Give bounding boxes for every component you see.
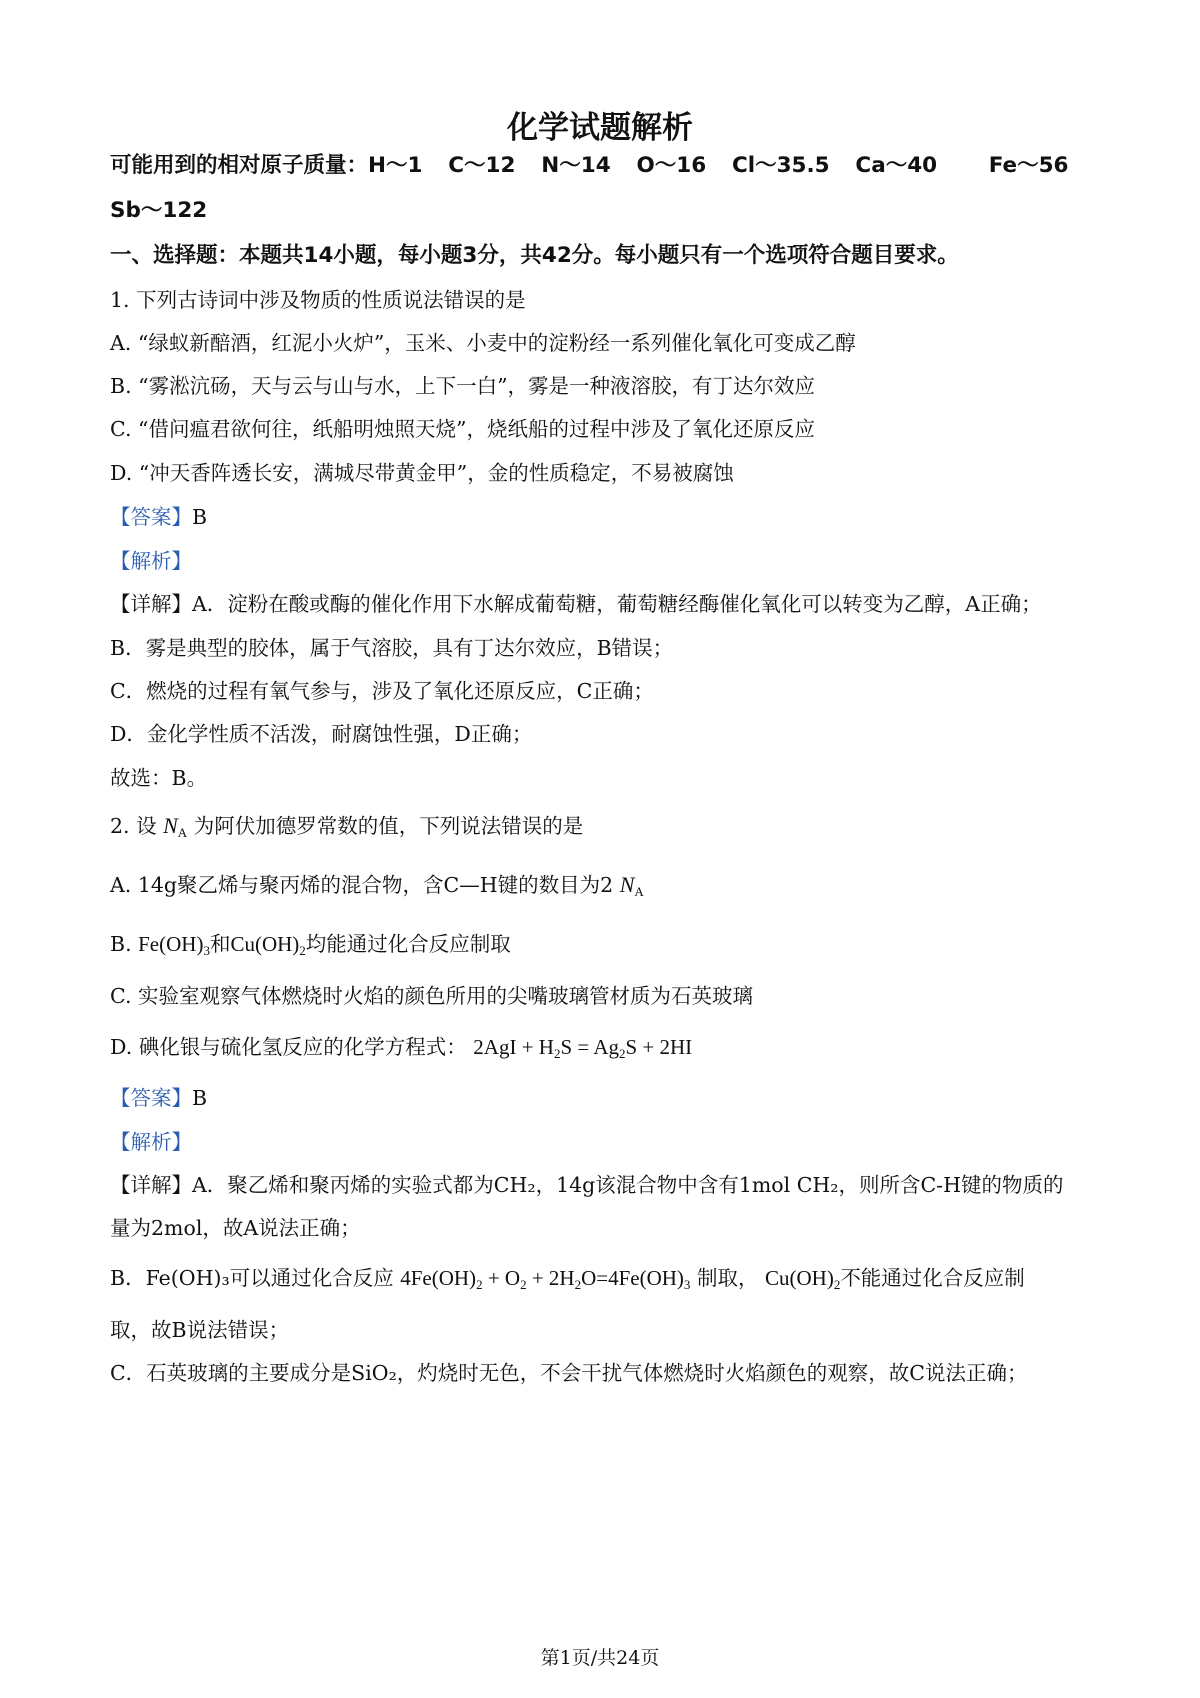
q2-detail-b-2: 取，故B说法错误；: [110, 1318, 290, 1342]
q1-detail-b: B．雾是典型的胶体，属于气溶胶，具有丁达尔效应，B错误；: [110, 636, 674, 660]
q1-answer: [110, 503, 207, 531]
atomic-mass-item: Fe～56: [988, 153, 1069, 178]
atomic-mass-item: H～1: [368, 153, 423, 178]
q1-conclusion: 故选：B。: [110, 766, 208, 790]
q2-detail-b-1: B．Fe(OH)₃可以通过化合反应 $4Fe(OH)_2 + O_2 + 2H_2O=4Fe(OH)_3$ 制取， $Cu(OH)_2$不能通过化合反应制: [110, 1266, 1025, 1292]
q2-detail-c: C．石英玻璃的主要成分是SiO₂，灼烧时无色，不会干扰气体燃烧时火焰颜色的观察，故C说法正确；: [110, 1361, 1028, 1385]
page-title: 化学试题解析: [507, 110, 693, 146]
q2-option-b: B. $Fe(OH)_3$和$Cu(OH)_2$均能通过化合反应制取: [110, 932, 511, 958]
formula-cu-oh-2: $Cu(OH)_2$: [764, 1266, 841, 1292]
equation-agi-h2s: $2AgI + H_2S = Ag_2S + 2HI$: [473, 1035, 693, 1061]
q2-detail-a-2: 量为2mol，故A说法正确；: [110, 1216, 361, 1240]
q1-option-c: C. “借问瘟君欲何往，纸船明烛照天烧”，烧纸船的过程中涉及了氧化还原反应: [110, 417, 815, 441]
atomic-mass-line-2: Sb～122: [110, 198, 208, 223]
q1-analysis-tag: 【解析】: [110, 549, 192, 573]
atomic-mass-item: Cl～35.5: [731, 153, 830, 178]
q2-analysis-tag: 【解析】: [110, 1130, 192, 1154]
answer-tag: 【答案】: [110, 1086, 192, 1110]
atomic-mass-item: C～12: [448, 153, 516, 178]
answer-value: B: [192, 505, 208, 529]
page-footer: 第1页/共24页: [540, 1647, 660, 1669]
atomic-mass-item: Ca～40: [855, 153, 938, 178]
avogadro-symbol: $N_A$: [619, 872, 644, 899]
formula-fe-oh-3: $Fe(OH)_3$: [138, 932, 210, 958]
q1-option-a: A. “绿蚁新醅酒，红泥小火炉”，玉米、小麦中的淀粉经一系列催化氧化可变成乙醇: [110, 331, 856, 355]
avogadro-symbol: $N_A$: [163, 813, 188, 840]
answer-value: B: [192, 1086, 208, 1110]
q1-detail-c: C．燃烧的过程有氧气参与，涉及了氧化还原反应，C正确；: [110, 679, 654, 703]
q2-detail-a-1: 【详解】A．聚乙烯和聚丙烯的实验式都为CH₂，14g该混合物中含有1mol CH₂，则所含C-H键的物质的: [110, 1173, 1064, 1197]
atomic-mass-item: O～16: [636, 153, 707, 178]
q1-detail-d: D．金化学性质不活泼，耐腐蚀性强，D正确；: [110, 722, 533, 746]
q2-option-a: A. 14g聚乙烯与聚丙烯的混合物，含C—H键的数目为2 $N_A$: [110, 872, 644, 899]
atomic-mass-item: N～14: [541, 153, 611, 178]
q2-answer: [110, 1084, 207, 1112]
q1-detail-a: 【详解】A．淀粉在酸或酶的催化作用下水解成葡萄糖，葡萄糖经酶催化氧化可以转变为乙醇，A正确；: [110, 592, 1042, 616]
q2-stem: 2. 设 $N_A$ 为阿伏加德罗常数的值，下列说法错误的是: [110, 813, 584, 840]
q1-option-b: B. “雾淞沆砀，天与云与山与水，上下一白”，雾是一种液溶胶，有丁达尔效应: [110, 374, 816, 398]
equation-fe-oh-2-oxidation: $4Fe(OH)_2 + O_2 + 2H_2O=4Fe(OH)_3$: [400, 1266, 691, 1292]
atomic-mass-label: 可能用到的相对原子质量：: [110, 153, 369, 178]
formula-cu-oh-2: $Cu(OH)_2$: [230, 932, 306, 958]
q1-option-d: D. “冲天香阵透长安，满城尽带黄金甲”，金的性质稳定，不易被腐蚀: [110, 461, 734, 485]
atomic-mass-line: [110, 152, 1069, 180]
q2-option-d: D. 碘化银与硫化氢反应的化学方程式： $2AgI + H_2S = Ag_2S + 2HI$: [110, 1035, 693, 1061]
section-header: 一、选择题：本题共14小题，每小题3分，共42分。每小题只有一个选项符合题目要求。: [110, 243, 959, 268]
answer-tag: 【答案】: [110, 505, 192, 529]
q1-stem: 1. 下列古诗词中涉及物质的性质说法错误的是: [110, 288, 526, 312]
q2-option-c: C. 实验室观察气体燃烧时火焰的颜色所用的尖嘴玻璃管材质为石英玻璃: [110, 984, 753, 1008]
